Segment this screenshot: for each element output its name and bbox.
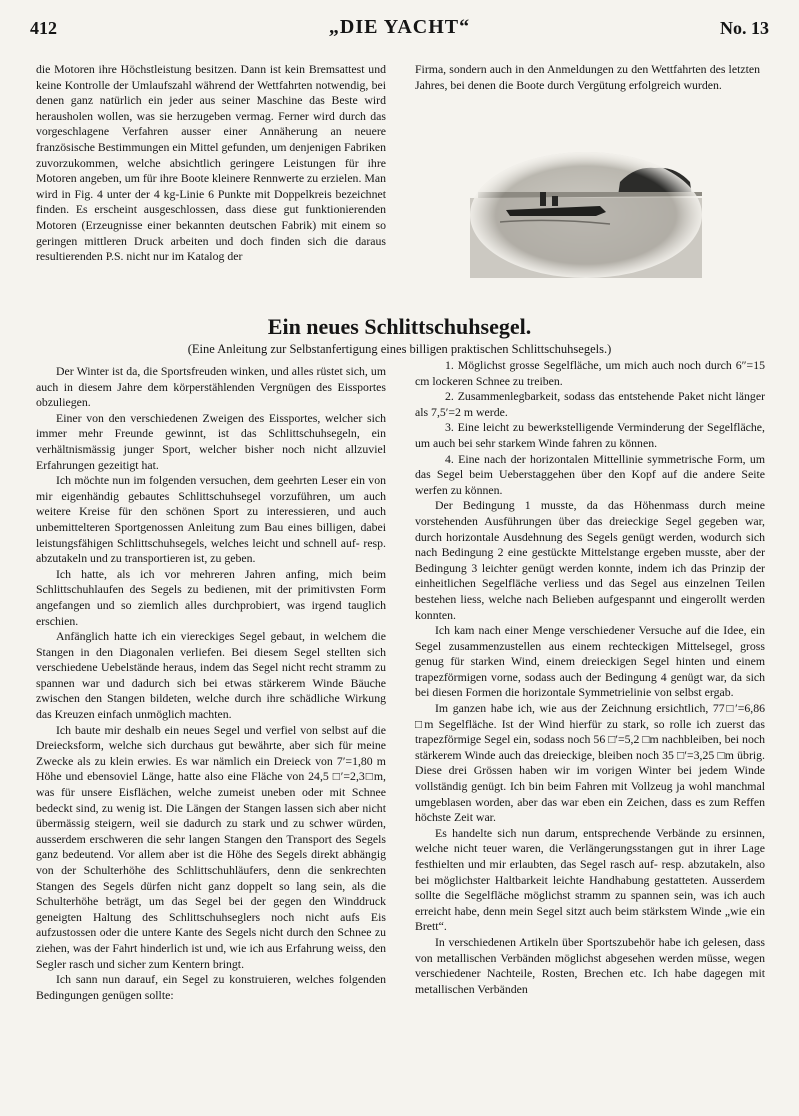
- article-title: Ein neues Schlittschuhsegel.: [267, 314, 532, 339]
- paragraph: Ich möchte nun im folgenden versuchen, dem geehrten Leser ein von mir eigenhändig gebautes Schlittschuhsegel vorzuführen, um auch weitere Kreise für den schönen Sport zu interessieren, und auch unbemittelteren Sportgenossen Anleitung zum Bau eines billigen, dabei leistungsfähigen Schlittschuhsegels, welches leicht und schnell auf- resp. abzutakeln und zu transportieren ist, zu geben.: [36, 473, 386, 566]
- motorboat-photo: [470, 152, 702, 278]
- paragraph: Einer von den verschiedenen Zweigen des Eissportes, welcher sich immer mehr Freunde gewinnt, ist das Schlittschuhsegeln, ein verhältnismässig junger Sport, welcher bisher noch nicht allzuviel Erfahrungen gezeitigt hat.: [36, 410, 386, 472]
- condition-item: 4. Eine nach der horizontalen Mittellinie symmetrische Form, um das Segel beim Ueberstaggehen über den Kopf auf die andere Seite werfen zu können.: [415, 451, 765, 497]
- top-right-column: [415, 62, 760, 93]
- paragraph: Ich hatte, als ich vor mehreren Jahren anfing, mich beim Schlittschuhlaufen des Segels zu bedienen, mit der primitivsten Form angefangen und so ziemlich alles durchprobiert, was irgend tauglich erschien.: [36, 566, 386, 628]
- photo-vignette: [470, 152, 702, 278]
- paragraph: In verschiedenen Artikeln über Sportszubehör habe ich gelesen, dass von metallischen Verbänden möglichst abgesehen werden müsse, wegen verschiedener Nachteile, Rosten, Brechen etc. Ich habe dagegen mit metallischen Verbänden: [415, 934, 765, 996]
- paragraph: Der Bedingung 1 musste, da das Höhenmass durch meine vorstehenden Ausführungen über das dreieckige Segel gegeben war, durch horizontale Ausdehnung des Segels genügt werden, wodurch sich nach Bedingung 2 eine gestückte Mittelstange ergeben musste, aber der Bedingung 3 leichter genügt werden konnte, indem ich das Prinzip der einheitlichen Segelfläche verliess und das Segel aus einzelnen Teilen bestehen liess, welche nach Belieben aufgespannt und eingerollt werden konnten.: [415, 498, 765, 622]
- continued-paragraph-right: Firma, sondern auch in den Anmeldungen zu den Wettfahrten des letzten Jahres, bei denen die Boote durch Vergütung erfolgreich wurden.: [415, 62, 760, 92]
- page-header: [30, 14, 769, 42]
- top-left-column: [36, 62, 386, 265]
- article-subtitle: (Eine Anleitung zur Selbstanfertigung eines billigen praktischen Schlittschuhsegels.): [187, 342, 612, 356]
- condition-item: 1. Möglichst grosse Segelfläche, um mich auch noch durch 6″=15 cm lockeren Schnee zu treiben.: [415, 358, 765, 388]
- issue-number: No. 13: [720, 18, 769, 38]
- paragraph: Ich kam nach einer Menge verschiedener Versuche auf die Idee, ein Segel zusammenzustellen aus einem rechteckigen Mittelsegel, gross genug für starken Wind, einem dreieckigen Segel hinten und einem trapezförmigen vorne, sodass auch der Bedingung 4 genügt war, da sich bei diesen Formen die horizontale Symmetrielinie von selbst ergab.: [415, 623, 765, 700]
- condition-item: 2. Zusammenlegbarkeit, sodass das entstehende Paket nicht länger als 7,5′=2 m werde.: [415, 389, 765, 419]
- paragraph: Anfänglich hatte ich ein viereckiges Segel gebaut, in welchem die Stangen in den Diagonalen verliefen. Bei diesem Segel stellten sich verschiedene Uebelstände heraus, indem das Segel nicht recht stramm zu spannen war und dadurch sich bei etwas stärkerem Winde Bäuche zwischen den Stangen bildeten, welche durch ihre schädliche Wirkung das Kreuzen einfach unmöglich machten.: [36, 629, 386, 722]
- paragraph: Ich baute mir deshalb ein neues Segel und verfiel von selbst auf die Dreiecksform, welche sich durchaus gut bewährte, aber sich für meine Zwecke als zu klein erwies. Es war nämlich ein Dreieck von 7′=1,80 m Höhe und ebensoviel Länge, hatte also eine Fläche von 24,5 □′=2,3□m, was für unsere Eisflächen, welche zumeist uneben oder mit Schnee bedeckt sind, zu wenig ist. Die Längen der Stangen lassen sich aber nicht übermässig steigern, weil sie dadurch zu stark und zu schwer würden, ausserdem erschweren die sehr langen Stangen den Transport des Segels ganz bedeutend. Vor allem aber ist die Höhe des Segels direkt abhängig von der Schulterhöhe des Schlittschuhläufers, denn die senkrechten Stangen des Segels dürfen nicht ganz doppelt so lang sein, als die Schulterhöhe beträgt, um das Segel bei der gegen den Winddruck geneigten Haltung des Schlittschuhseglers noch nicht aufs Eis aufzustossen oder die untere Kante des Segels nicht durch den Schnee zu ziehen, was der Fahrt hinderlich ist und, wie ich aus Erfahrung weiss, den Segler rasch und sicher zum Kentern bringt.: [36, 722, 386, 971]
- condition-item: 3. Eine leicht zu bewerkstelligende Verminderung der Segelfläche, um auch bei sehr starkem Winde fahren zu können.: [415, 420, 765, 450]
- paragraph: Ich sann nun darauf, ein Segel zu konstruieren, welches folgenden Bedingungen genügen sollte:: [36, 972, 386, 1002]
- paragraph: Es handelte sich nun darum, entsprechende Verbände zu ersinnen, welche nicht teuer waren, die Verlängerungsstangen gut in ihrer Lage festhielten und mir erlaubten, das Segel rasch auf- resp. abzutakeln, also bei möglichster Haltbarkeit leichte Handhabung gestatteten. Ausserdem sollte die Segelfläche möglichst stramm zu spannen sein, was ich auch erreicht habe, denn mein Segel sitzt auch beim stärkstem Winde „wie ein Brett“.: [415, 825, 765, 934]
- page-number: 412: [30, 18, 57, 38]
- article-left-column: [36, 364, 386, 1003]
- paragraph: Der Winter ist da, die Sportsfreuden winken, und alles rüstet sich, um auch in diesem Jahre dem körperstählenden Vergnügen des Eissportes obzuliegen.: [36, 364, 386, 410]
- journal-title: „DIE YACHT“: [328, 16, 471, 38]
- article-right-column: [415, 358, 765, 997]
- paragraph: Im ganzen habe ich, wie aus der Zeichnung ersichtlich, 77□′=6,86 □m Segelfläche. Ist der Wind hierfür zu stark, so rolle ich zuerst das trapezförmige Segel ein, sodass noch 56 □′=5,2 □m nachbleiben, bei noch stärkerem Winde auch das dreieckige, bleiben noch 35 □′=3,25 □m übrig. Diese drei Grössen haben wir im vorigen Winter bei jedem Winde vollständig genügt. Ich bin beim Fahren mit Vollzeug ja wohl manchmal umgeblasen worden, aber das war eben ein Zeichen, dass es zum Reffen höchste Zeit war.: [415, 701, 765, 825]
- continued-paragraph-left: die Motoren ihre Höchstleistung besitzen. Dann ist kein Bremsattest und keine Kontrolle der Umlaufszahl während der Wettfahrten notwendig, bei denen ganz natürlich ein jeder aus seiner Maschine das Beste wird herausholen wollen, was sie herzugeben vermag. Ferner wird durch das vorgeschlagene Verfahren ausser einer Annäherung an neuere französische Bestimmungen ein Mittel gefunden, um denjenigen Fabriken zuvorzukommen, welche absichtlich geringere Leistungen für ihre Motoren angeben, um für ihre Boote kleinere Rennwerte zu erzielen. Man wird in Fig. 4 unter der 4 kg-Linie 6 Punkte mit Doppelkreis bezeichnet finden. Es erscheint ausgeschlossen, dass diese gut funktionierenden Motoren (Erzeugnisse einer bekannten deutschen Fabrik) mit einem so geringen mittleren Druck arbeiten und doch finden sich die daraus resultierenden P.S. nicht nur im Katalog der: [36, 62, 386, 264]
